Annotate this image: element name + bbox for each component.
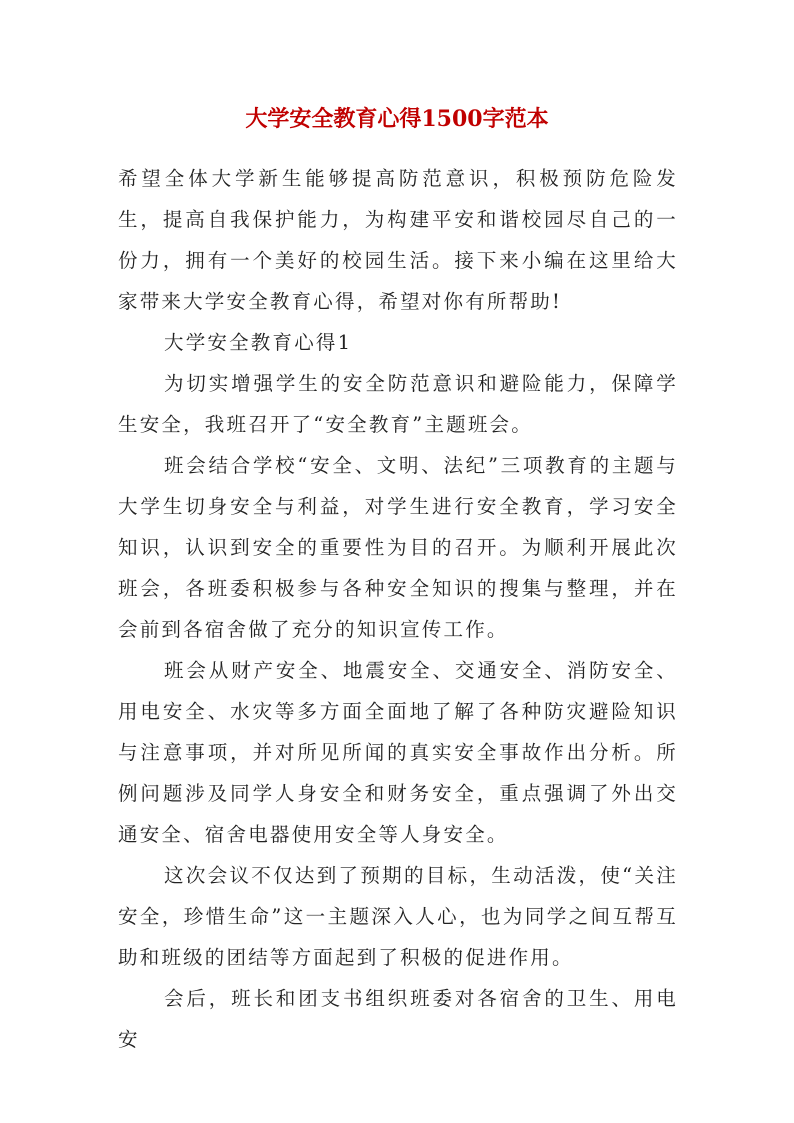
intro-paragraph: 希望全体大学新生能够提高防范意识，积极预防危险发生，提高自我保护能力，为构建平安和谐校园尽自己的一份力，拥有一个美好的校园生活。接下来小编在这里给大家带来大学安全教育心得，希望对你有所帮助! — [118, 167, 678, 313]
body-paragraph: 这次会议不仅达到了预期的目标，生动活泼，使“关注安全，珍惜生命”这一主题深入人心，也为同学之间互帮互助和班级的团结等方面起到了积极的促进作用。 — [118, 864, 678, 969]
document-title: 大学安全教育心得1500字范本 — [245, 106, 549, 132]
section-heading: 大学安全教育心得1 — [164, 331, 353, 354]
body-paragraph: 班会结合学校“安全、文明、法纪”三项教育的主题与大学生切身安全与利益，对学生进行安全教育，学习安全知识，认识到安全的重要性为目的召开。为顺利开展此次班会，各班委积极参与各种安全知识的搜集与整理，并在会前到各宿舍做了充分的知识宣传工作。 — [118, 454, 678, 641]
body-paragraph: 班会从财产安全、地震安全、交通安全、消防安全、用电安全、水灾等多方面全面地了解了各种防灾避险知识与注意事项，并对所见所闻的真实安全事故作出分析。所例问题涉及同学人身安全和财务安全，重点强调了外出交通安全、宿舍电器使用安全等人身安全。 — [118, 659, 678, 846]
body-paragraph: 会后，班长和团支书组织班委对各宿舍的卫生、用电安 — [118, 987, 678, 1051]
body-paragraph: 为切实增强学生的安全防范意识和避险能力，保障学生安全，我班召开了“安全教育”主题班会。 — [118, 372, 678, 436]
document-body — [118, 158, 678, 1060]
